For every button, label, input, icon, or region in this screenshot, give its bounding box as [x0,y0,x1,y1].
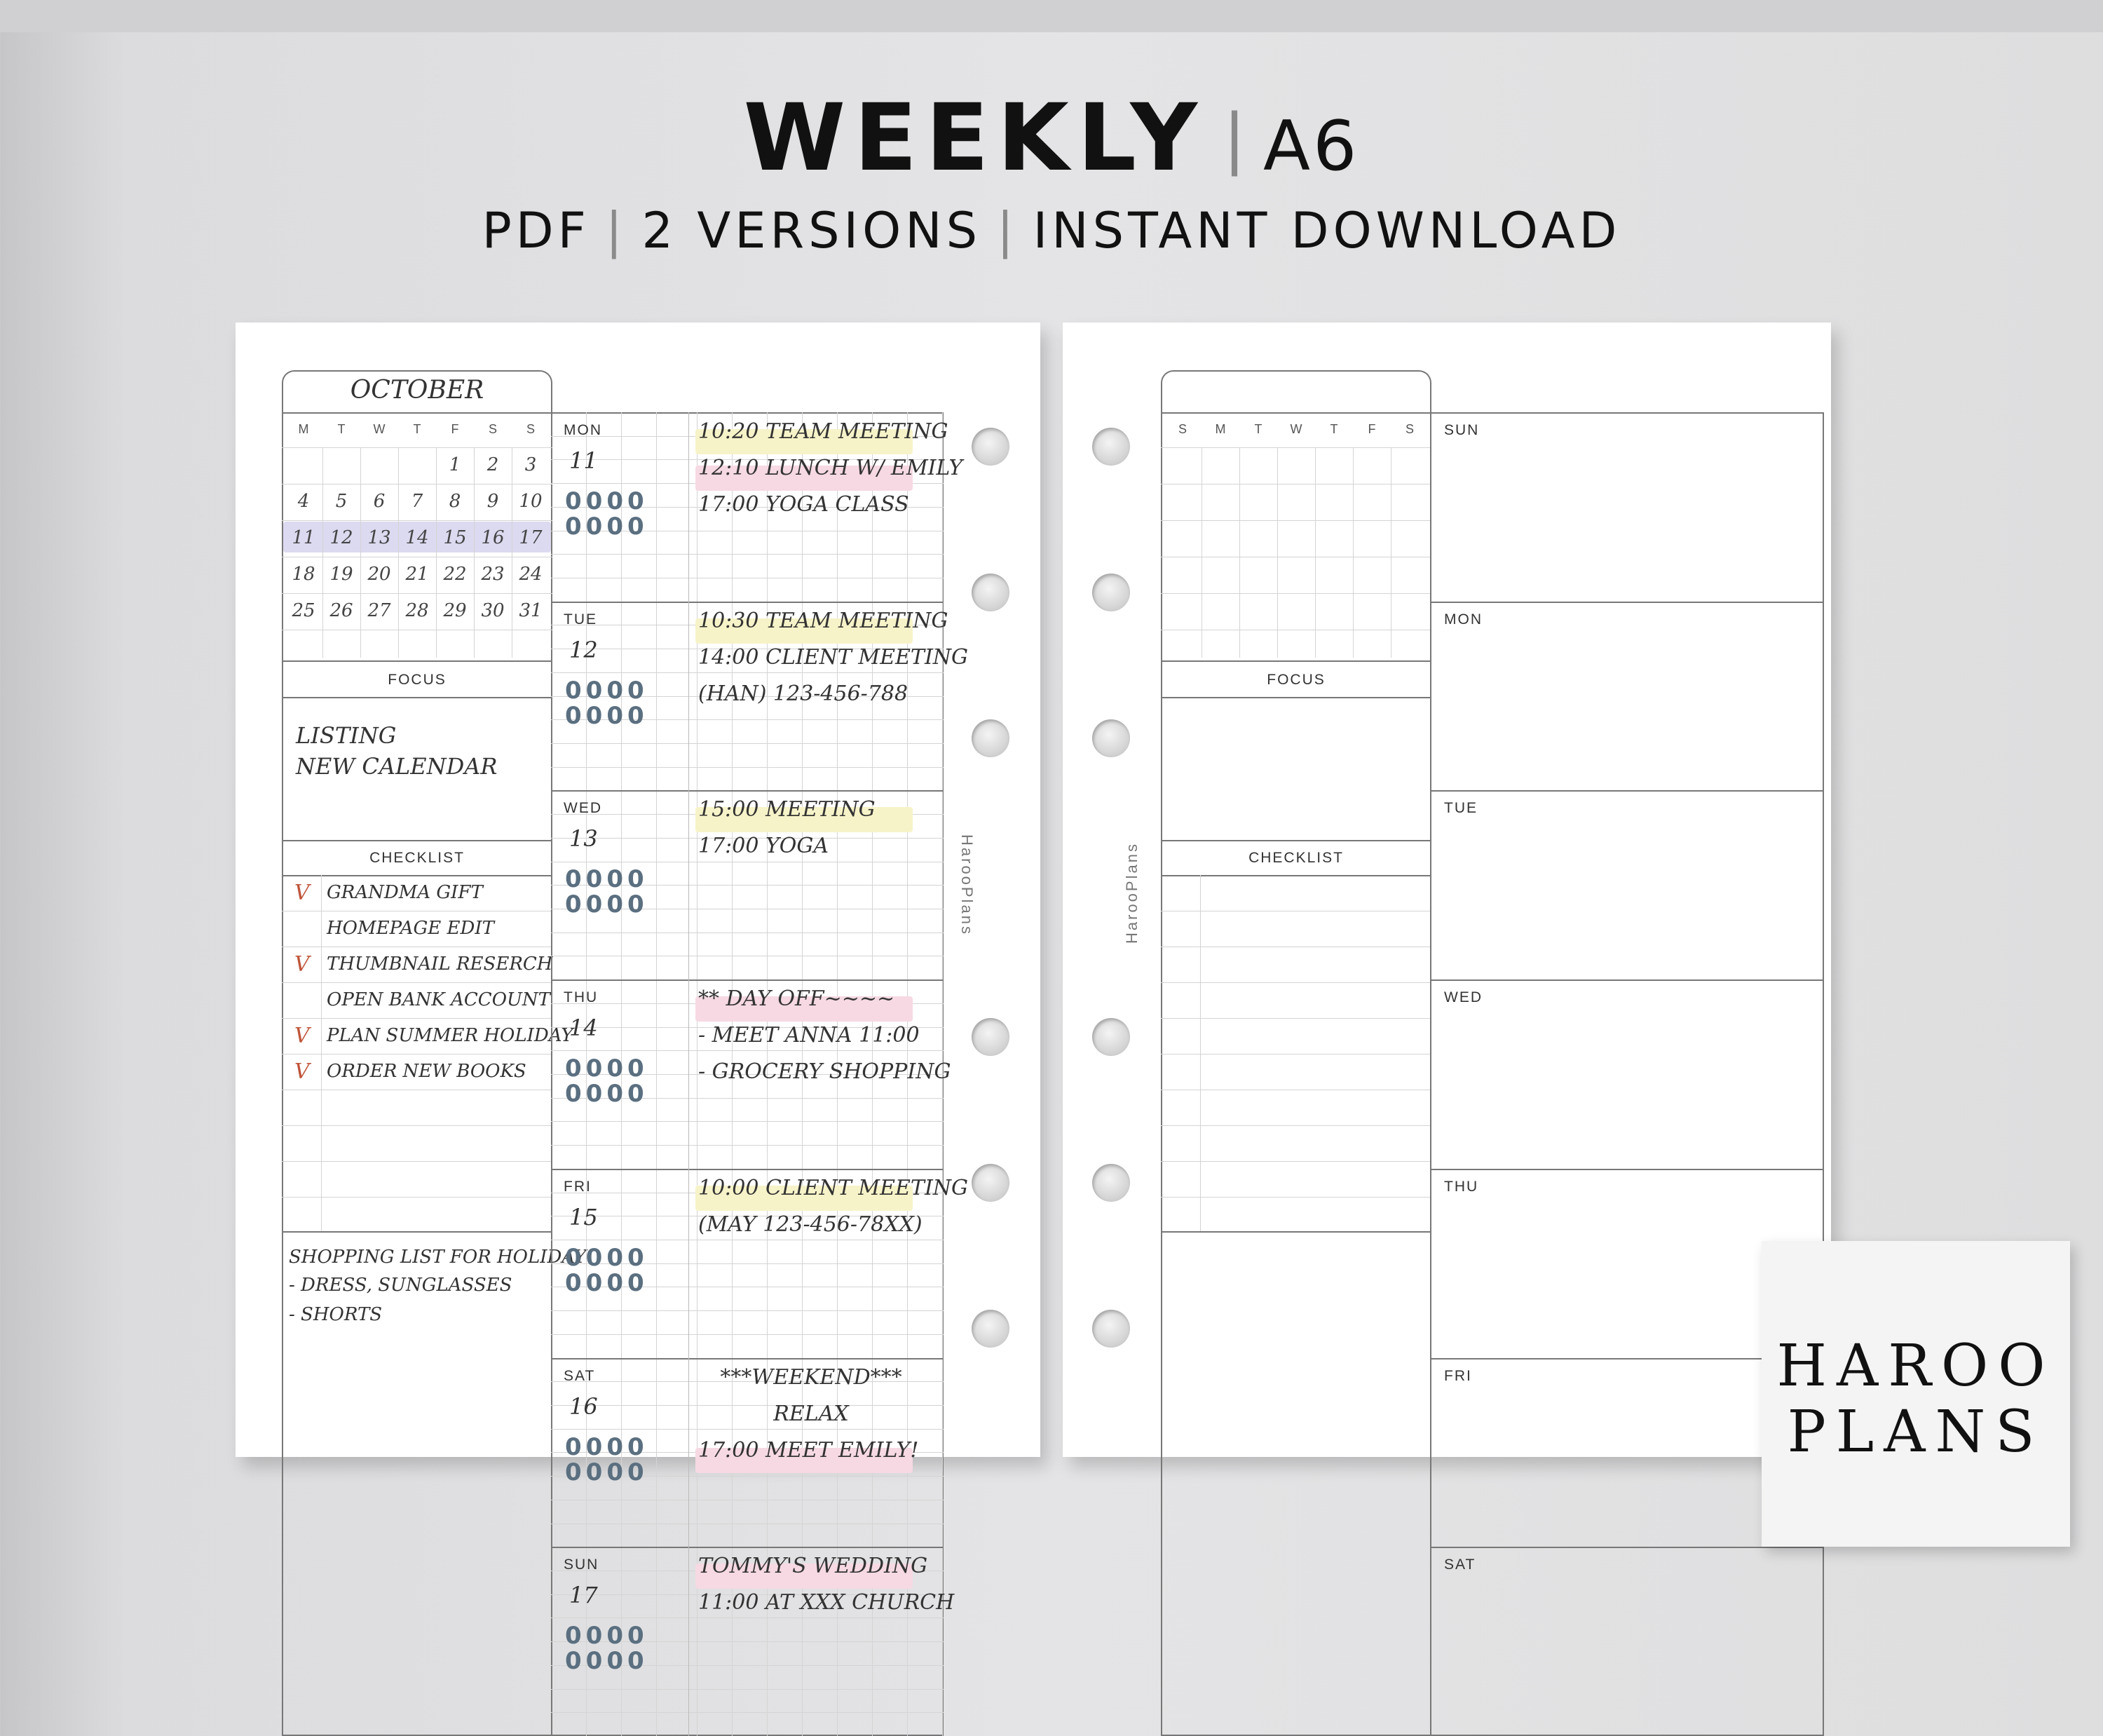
ring-hole [972,1310,1009,1348]
day-name: WED [564,800,602,817]
water-tracker[interactable]: 0000 [565,1647,648,1676]
schedule-entry[interactable]: - GROCERY SHOPPING [698,1059,951,1085]
calendar-weekday: S [488,422,497,436]
calendar-date: 13 [367,527,391,548]
ring-hole [1092,1018,1130,1056]
title-size: A6 [1263,107,1360,187]
day-divider [1430,1547,1824,1548]
calendar-date: 24 [519,564,543,585]
ring-hole [1092,574,1130,611]
day-divider [1430,790,1824,792]
left-planner-page [236,323,1040,1676]
focus-label: FOCUS [388,672,447,688]
schedule-entry[interactable]: (MAY 123-456-78XX) [698,1212,923,1237]
checklist-check-mark[interactable]: V [294,1024,310,1048]
focus-divider [282,660,552,662]
brand-side-label: HarooPlans [1123,842,1141,944]
checklist-item[interactable]: PLAN SUMMER HOLIDAY [327,1025,573,1046]
schedule-rule [551,1689,944,1690]
calendar-date: 25 [292,600,315,621]
day-date: 13 [569,825,598,853]
right-planner-page [1063,323,1831,1573]
checklist-rule [1161,1197,1431,1198]
brand-side-label: HarooPlans [958,834,976,936]
focus-label-blank: FOCUS [1267,672,1326,688]
water-tracker[interactable]: 0000 [565,890,648,919]
schedule-entry[interactable]: - MEET ANNA 11:00 [698,1023,920,1048]
water-tracker[interactable]: 0000 [565,1458,648,1486]
day-divider [1430,979,1824,981]
ring-hole [972,719,1009,757]
calendar-gridline [436,447,437,658]
schedule-entry[interactable]: RELAX [773,1401,849,1426]
calendar-date: 5 [335,491,348,512]
schedule-entry[interactable]: 14:00 CLIENT MEETING [698,644,969,670]
ring-hole [972,1164,1009,1202]
logo-line-2: PLANS [1787,1399,2045,1465]
day-divider [551,1358,944,1359]
checklist-check-mark[interactable]: V [294,881,310,905]
schedule-entry[interactable]: (HAN) 123-456-788 [698,681,908,706]
checklist-item[interactable]: THUMBNAIL RESERCH [327,954,553,975]
schedule-entry[interactable]: 15:00 MEETING [698,797,876,822]
checklist-rule [282,982,552,983]
calendar-gridline [1239,447,1240,658]
day-date: 11 [569,447,598,474]
calendar-date: 29 [443,600,467,621]
day-date: 14 [569,1015,598,1042]
ring-hole [1092,719,1130,757]
schedule-rule [551,554,944,555]
subtitle-pdf: PDF [482,202,590,259]
focus-line-2: NEW CALENDAR [296,753,498,780]
schedule-rule [551,743,944,744]
checklist-checkbox-column [321,875,322,1231]
calendar-date: 8 [449,491,461,512]
day-date: 16 [569,1392,598,1420]
calendar-gridline [1353,447,1354,658]
calendar-gridline [1277,447,1278,658]
water-tracker[interactable]: 0000 [565,701,648,730]
water-tracker[interactable]: 0000 [565,865,648,894]
schedule-rule [551,1712,944,1713]
checklist-item[interactable]: HOMEPAGE EDIT [327,918,494,939]
calendar-gridline [398,447,399,658]
water-tracker[interactable]: 0000 [565,1080,648,1108]
schedule-rule [551,1145,944,1146]
calendar-weekday: T [337,422,346,436]
water-tracker[interactable]: 0000 [565,676,648,705]
checklist-divider [282,840,552,841]
checklist-item[interactable]: GRANDMA GIFT [327,882,483,903]
notes-line-1: SHOPPING LIST FOR HOLIDAY [289,1247,587,1268]
brand-logo [1762,1241,2070,1547]
calendar-date: 4 [297,491,310,512]
calendar-date: 28 [405,600,429,621]
water-tracker[interactable]: 0000 [565,513,648,541]
checklist-rule [1161,1054,1431,1055]
water-tracker[interactable]: 0000 [565,1622,648,1650]
day-date: 15 [569,1203,598,1230]
checklist-rule [1161,1018,1431,1019]
checklist-item[interactable]: ORDER NEW BOOKS [327,1061,526,1082]
schedule-entry[interactable]: 17:00 YOGA CLASS [698,492,909,517]
ring-hole [1092,1310,1130,1348]
calendar-date: 10 [519,491,543,512]
water-tracker[interactable]: 0000 [565,1432,648,1461]
calendar-date: 14 [405,527,429,548]
day-name: SAT [1444,1557,1476,1573]
calendar-weekday: M [298,422,309,436]
ring-hole [1092,428,1130,466]
checklist-rule [282,1054,552,1055]
schedule-entry[interactable]: ** DAY OFF~~~~ [698,986,895,1012]
checklist-rule [282,1197,552,1198]
blank-tab [1161,370,1431,414]
calendar-date: 12 [329,527,353,548]
schedule-entry[interactable]: 12:10 LUNCH W/ EMILY [698,456,963,480]
calendar-date: 20 [367,564,391,585]
schedule-rule [551,1050,944,1051]
day-name: THU [1444,1178,1479,1195]
calendar-date: 16 [481,527,505,548]
schedule-entry[interactable]: 17:00 MEET EMILY! [698,1437,919,1463]
notes-line-3: - SHORTS [289,1304,383,1325]
day-name: SAT [564,1367,596,1384]
day-name: THU [564,989,599,1006]
day-divider [551,602,944,603]
calendar-date: 1 [449,454,461,475]
day-name: SUN [1444,422,1480,438]
schedule-entry[interactable]: 10:00 CLIENT MEETING [698,1175,969,1200]
subtitle-versions: 2 VERSIONS [641,202,982,259]
water-tracker[interactable]: 0000 [565,487,648,515]
calendar-date: 30 [481,600,505,621]
calendar-gridline [360,447,361,658]
calendar-date: 26 [329,600,353,621]
schedule-rule [551,767,944,768]
calendar-date: 22 [443,564,467,585]
ring-hole [972,1018,1009,1056]
ring-hole [972,574,1009,611]
schedule-split [688,412,689,1736]
schedule-entry[interactable]: TOMMY'S WEDDING [698,1554,928,1579]
checklist-check-mark[interactable]: V [294,952,310,977]
schedule-entry[interactable]: 10:20 TEAM MEETING [698,419,948,444]
schedule-rule [551,672,944,673]
day-divider [551,790,944,792]
checklist-item[interactable]: OPEN BANK ACCOUNT [327,989,551,1010]
logo-line-1: HAROO [1776,1333,2055,1399]
day-divider [551,979,944,981]
title-divider: | [1225,98,1244,177]
calendar-weekday: W [1290,422,1302,436]
calendar-gridline [474,447,475,658]
day-name: MON [564,422,602,438]
checklist-rule [282,1161,552,1162]
day-name: FRI [1444,1367,1472,1384]
day-divider [551,1169,944,1170]
calendar-date: 18 [292,564,315,585]
month-label: OCTOBER [350,376,484,405]
calendar-date: 21 [405,564,429,585]
focus-line-1: LISTING [296,722,397,749]
schedule-rule [551,1334,944,1335]
day-divider [551,1547,944,1548]
day-divider [1430,1169,1824,1170]
notes-divider [282,1231,552,1233]
schedule-entry[interactable]: 10:30 TEAM MEETING [698,608,948,633]
day-divider [1430,602,1824,603]
calendar-date: 27 [367,600,391,621]
calendar-date: 3 [524,454,537,475]
schedule-entry[interactable]: 11:00 AT XXX CHURCH [698,1590,955,1615]
calendar-weekday: S [1405,422,1414,436]
day-date: 17 [569,1582,598,1609]
checklist-rule [282,1018,552,1019]
checklist-rule [1161,1125,1431,1126]
calendar-date: 19 [329,564,353,585]
checklist-check-mark[interactable]: V [294,1059,310,1084]
calendar-gridline [322,447,323,658]
ring-hole [972,428,1009,466]
notes-line-2: - DRESS, SUNGLASSES [289,1275,512,1296]
calendar-date: 15 [443,527,467,548]
schedule-rule [551,1121,944,1122]
checklist-label: CHECKLIST [369,850,465,866]
water-tracker[interactable]: 0000 [565,1268,648,1297]
calendar-gridline [1315,447,1316,658]
day-name: WED [1444,989,1483,1006]
water-tracker[interactable]: 0000 [565,1055,648,1083]
checklist-rule [1161,1161,1431,1162]
calendar-date: 2 [486,454,499,475]
top-band [0,0,2103,32]
calendar-date: 31 [519,600,543,621]
calendar-weekday: T [1330,422,1338,436]
subtitle-download: INSTANT DOWNLOAD [1033,202,1621,259]
calendar-date: 7 [411,491,423,512]
day-name: MON [1444,611,1483,628]
calendar-weekday: F [451,422,459,436]
calendar-weekday: S [1178,422,1187,436]
calendar-date: 6 [373,491,386,512]
water-tracker[interactable]: 0000 [565,1243,648,1272]
day-name: SUN [564,1557,599,1573]
schedule-rule [551,1310,944,1311]
schedule-entry[interactable]: 17:00 YOGA [698,834,829,859]
calendar-date: 11 [292,527,315,548]
day-date: 12 [569,636,598,663]
checklist-label-blank: CHECKLIST [1248,850,1344,866]
schedule-entry[interactable]: ***WEEKEND*** [720,1364,902,1390]
calendar-weekday: T [413,422,421,436]
day-name: TUE [1444,800,1478,817]
calendar-weekday: F [1368,422,1376,436]
checklist-rule [1161,982,1431,983]
checklist-checkbox-column [1200,875,1201,1231]
page-subtitle: PDF | 2 VERSIONS | INSTANT DOWNLOAD [482,202,1621,259]
schedule-rule [551,1429,944,1430]
day-name: FRI [564,1178,592,1195]
calendar-date: 9 [486,491,499,512]
calendar-weekday: W [373,422,386,436]
calendar-weekday: S [526,422,535,436]
calendar-weekday: M [1215,422,1226,436]
calendar-date: 23 [481,564,505,585]
page-title [0,84,2103,192]
calendar-weekday: T [1254,422,1263,436]
day-name: TUE [564,611,597,628]
checklist-rule [282,1125,552,1126]
calendar-date: 17 [519,527,543,548]
title-weekly: WEEKLY [743,84,1206,192]
ring-hole [1092,1164,1130,1202]
